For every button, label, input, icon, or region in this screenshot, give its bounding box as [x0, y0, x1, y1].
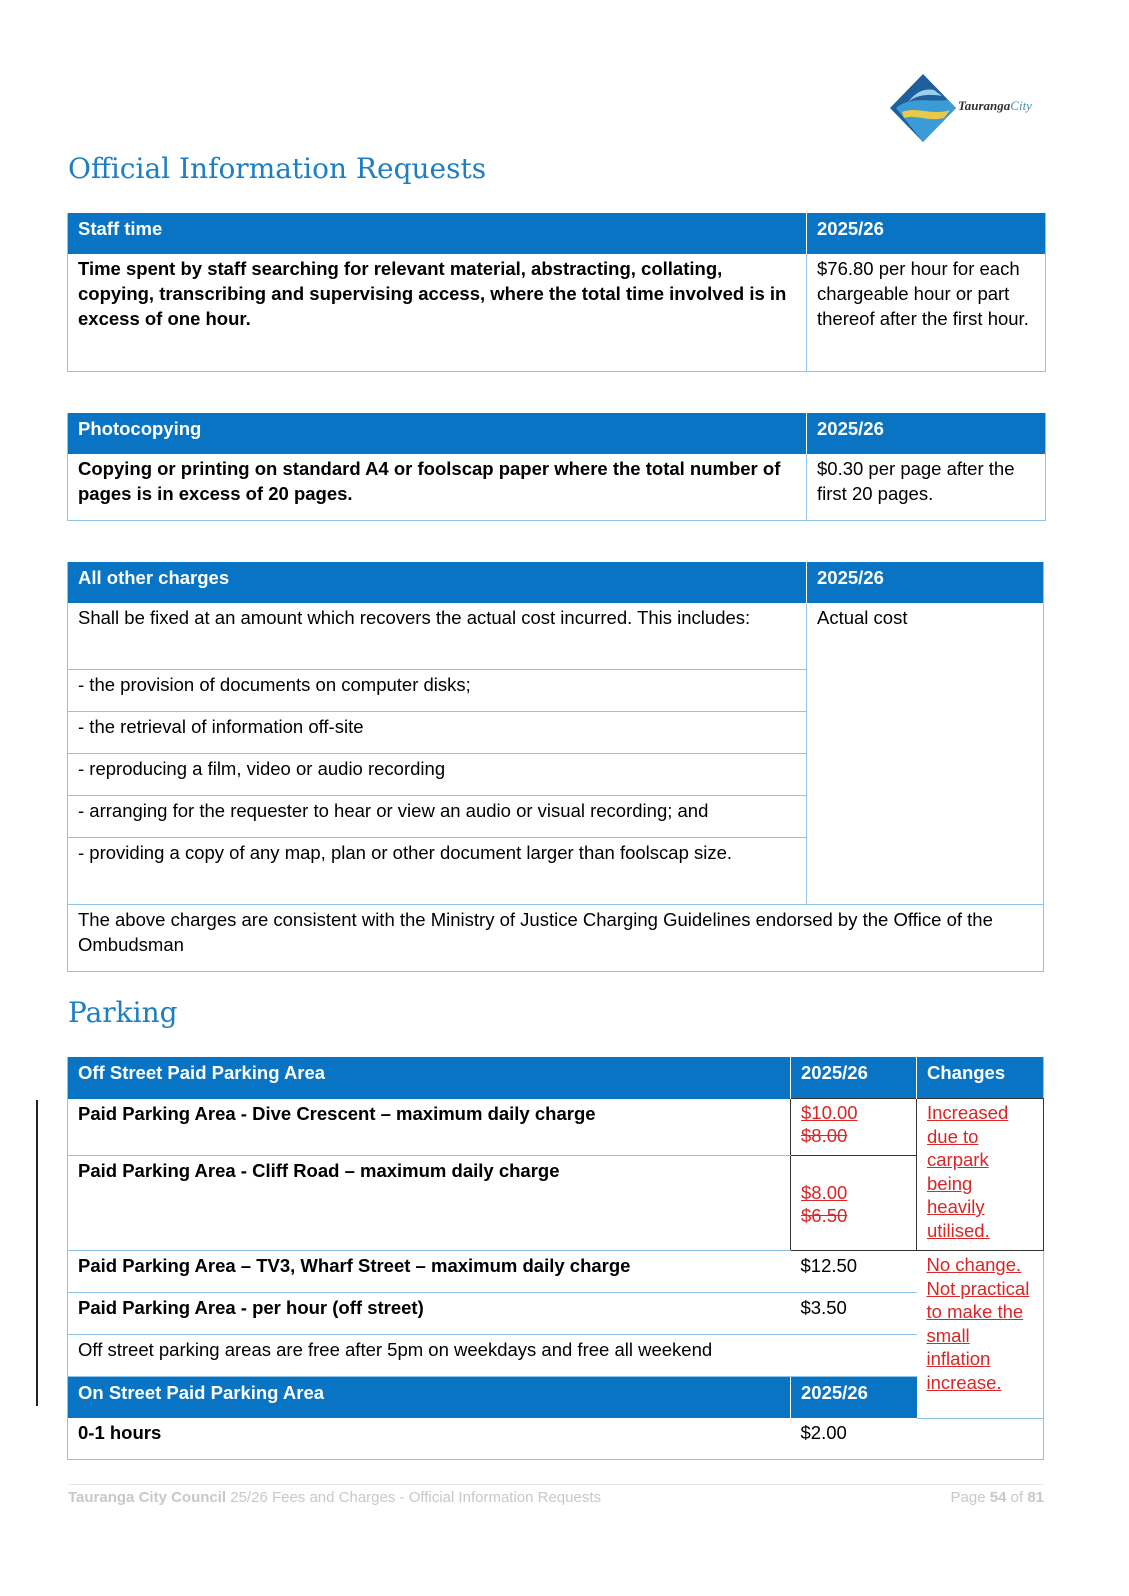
header-year: 2025/26	[807, 413, 1046, 454]
change-note-none-text: No change. Not practical to make the small inflation increase.	[926, 1254, 1030, 1393]
footer-org: Tauranga City Council	[68, 1489, 227, 1506]
tv3-label: Paid Parking Area – TV3, Wharf Street – maximum daily charge	[68, 1251, 791, 1293]
header-staff-time: Staff time	[68, 213, 807, 254]
other-charges-item: - the retrieval of information off-site	[68, 712, 807, 754]
header-year: 2025/26	[791, 1377, 917, 1419]
header-changes: Changes	[917, 1057, 1044, 1099]
dive-crescent-price	[791, 1099, 917, 1156]
header-off-street: Off Street Paid Parking Area	[68, 1057, 791, 1099]
table-header-row	[68, 1377, 1044, 1419]
table-row	[68, 1251, 1044, 1293]
table-row	[68, 1099, 1044, 1156]
table-header-row	[68, 1057, 1044, 1099]
photocopying-charge: $0.30 per page after the first 20 pages.	[807, 454, 1046, 521]
cliff-road-price	[791, 1156, 917, 1251]
change-note-none	[917, 1251, 1044, 1419]
table-row	[68, 603, 1044, 670]
table-row	[68, 1418, 1044, 1460]
table-row	[68, 1293, 1044, 1335]
logo-wordmark: TaurangaCity	[958, 98, 1032, 113]
other-charges-table	[67, 562, 1044, 972]
table-row	[68, 454, 1046, 521]
table-row	[68, 1335, 1044, 1377]
header-photocopying: Photocopying	[68, 413, 807, 454]
section-title-parking: Parking	[68, 996, 178, 1029]
parking-table	[67, 1057, 1044, 1460]
tauranga-city-logo	[888, 72, 1058, 144]
staff-time-table	[67, 213, 1046, 372]
tv3-price: $12.50	[791, 1251, 917, 1293]
zero-one-hours-change	[917, 1418, 1044, 1460]
header-year: 2025/26	[807, 562, 1044, 603]
cliff-road-label: Paid Parking Area - Cliff Road – maximum daily charge	[68, 1156, 791, 1251]
dive-crescent-label: Paid Parking Area - Dive Crescent – maximum daily charge	[68, 1099, 791, 1156]
other-charges-item: - providing a copy of any map, plan or other document larger than foolscap size.	[68, 838, 807, 905]
free-parking-note: Off street parking areas are free after 5pm on weekdays and free all weekend	[68, 1335, 917, 1377]
per-hour-price: $3.50	[791, 1293, 917, 1335]
change-note-increase-text: Increased due to carpark being heavily utilised.	[927, 1102, 1009, 1241]
table-header-row	[68, 562, 1044, 603]
footer-page-number: Page 54 of 81	[950, 1489, 1044, 1506]
zero-one-hours-label: 0-1 hours	[68, 1418, 791, 1460]
staff-time-description: Time spent by staff searching for relevant material, abstracting, collating, copying, transcribing and supervising access, where the total time involved is in excess of one hour.	[68, 254, 807, 372]
table-row	[68, 905, 1044, 972]
dive-crescent-new-price: $10.00	[801, 1102, 858, 1123]
other-charges-note: The above charges are consistent with the Ministry of Justice Charging Guidelines endorsed by the Office of the Ombudsman	[68, 905, 1044, 972]
logo-diamond-icon	[888, 72, 958, 144]
footer-doc-title: 25/26 Fees and Charges - Official Information Requests	[230, 1489, 602, 1506]
revision-change-bar	[36, 1100, 38, 1406]
header-other-charges: All other charges	[68, 562, 807, 603]
page-footer	[68, 1484, 1044, 1506]
table-row	[68, 1156, 1044, 1251]
dive-crescent-old-price: $8.00	[801, 1125, 848, 1146]
header-year: 2025/26	[791, 1057, 917, 1099]
header-on-street: On Street Paid Parking Area	[68, 1377, 791, 1419]
other-charges-intro: Shall be fixed at an amount which recovers the actual cost incurred. This includes:	[68, 603, 807, 670]
other-charges-value: Actual cost	[807, 603, 1044, 905]
table-header-row	[68, 413, 1046, 454]
table-row	[68, 254, 1046, 372]
cliff-road-old-price: $6.50	[801, 1205, 848, 1226]
other-charges-item: - arranging for the requester to hear or view an audio or visual recording; and	[68, 796, 807, 838]
other-charges-item: - reproducing a film, video or audio recording	[68, 754, 807, 796]
other-charges-item: - the provision of documents on computer disks;	[68, 670, 807, 712]
per-hour-label: Paid Parking Area - per hour (off street)	[68, 1293, 791, 1335]
section-title-oir: Official Information Requests	[68, 152, 487, 185]
cliff-road-new-price: $8.00	[801, 1182, 848, 1203]
table-header-row	[68, 213, 1046, 254]
zero-one-hours-price: $2.00	[791, 1418, 917, 1460]
photocopying-table	[67, 413, 1046, 521]
header-year: 2025/26	[807, 213, 1046, 254]
photocopying-description: Copying or printing on standard A4 or foolscap paper where the total number of pages is in excess of 20 pages.	[68, 454, 807, 521]
change-note-increase	[917, 1099, 1044, 1251]
staff-time-charge: $76.80 per hour for each chargeable hour or part thereof after the first hour.	[807, 254, 1046, 372]
